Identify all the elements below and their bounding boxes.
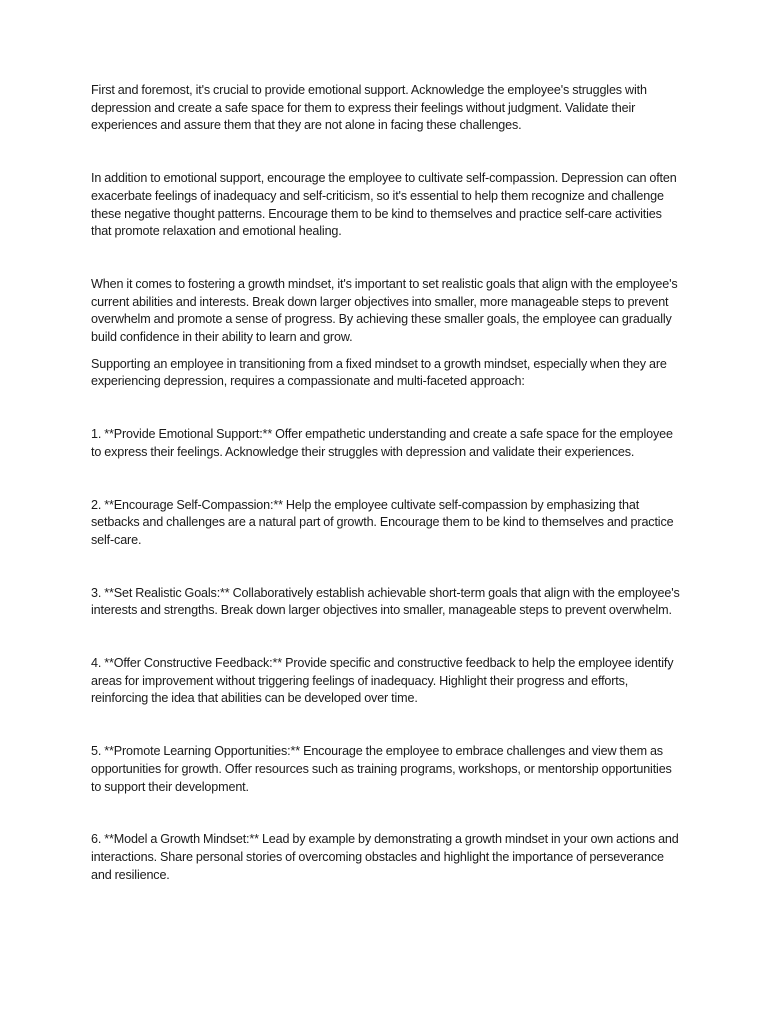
paragraph-growth-mindset-intro: When it comes to fostering a growth mindset, it's important to set realistic goals that align with the employee's current abilities and interests. Break down larger objectives into smaller, more manageable steps to prevent overwhelm and promote a sense of progress. By achieving these smaller goals, the employee can gradually build confidence in their ability to learn and grow. xyxy=(91,276,678,345)
list-item-model-growth-mindset: 6. **Model a Growth Mindset:** Lead by example by demonstrating a growth mindset in your own actions and interactions. Share personal stories of overcoming obstacles and highlight the importance of perseverance and resilience. xyxy=(91,832,679,882)
list-item-provide-emotional-support: 1. **Provide Emotional Support:** Offer empathetic understanding and create a safe space for the employee to express their feelings. Acknowledge their struggles with depression and validate their experiences. xyxy=(91,427,673,459)
list-item-set-realistic-goals: 3. **Set Realistic Goals:** Collaboratively establish achievable short-term goals that align with the employee's interests and strengths. Break down larger objectives into smaller, manageable steps to prevent overwhelm. xyxy=(91,585,680,618)
list-item-encourage-self-compassion: 2. **Encourage Self-Compassion:** Help the employee cultivate self-compassion by emphasizing that setbacks and challenges are a natural part of growth. Encourage them to be kind to themselves and practice self-care. xyxy=(91,497,674,547)
list-item-promote-learning-opportunities: 5. **Promote Learning Opportunities:** Encourage the employee to embrace challenges and view them as opportunities for growth. Offer resources such as training programs, workshops, or mentorship opportunities to support their development. xyxy=(91,744,672,794)
document-body xyxy=(91,82,683,884)
paragraph-approach-summary: Supporting an employee in transitioning from a fixed mindset to a growth mindset, especially when they are experiencing depression, requires a compassionate and multi-faceted approach: xyxy=(91,356,667,389)
list-item-offer-constructive-feedback: 4. **Offer Constructive Feedback:** Provide specific and constructive feedback to help the employee identify areas for improvement without triggering feelings of inadequacy. Highlight their progress and efforts, reinforcing the idea that abilities can be developed over time. xyxy=(91,656,674,706)
paragraph-self-compassion-intro: In addition to emotional support, encourage the employee to cultivate self-compassion. Depression can often exacerbate feelings of inadequacy and self-criticism, so it's essential to help them recognize and challenge these negative thought patterns. Encourage them to be kind to themselves and practice self-care activities that promote relaxation and emotional healing. xyxy=(91,171,677,239)
paragraph-emotional-support-intro: First and foremost, it's crucial to provide emotional support. Acknowledge the employee's struggles with depression and create a safe space for them to express their feelings without judgment. Validate their experiences and assure them that they are not alone in facing these challenges. xyxy=(91,83,647,133)
